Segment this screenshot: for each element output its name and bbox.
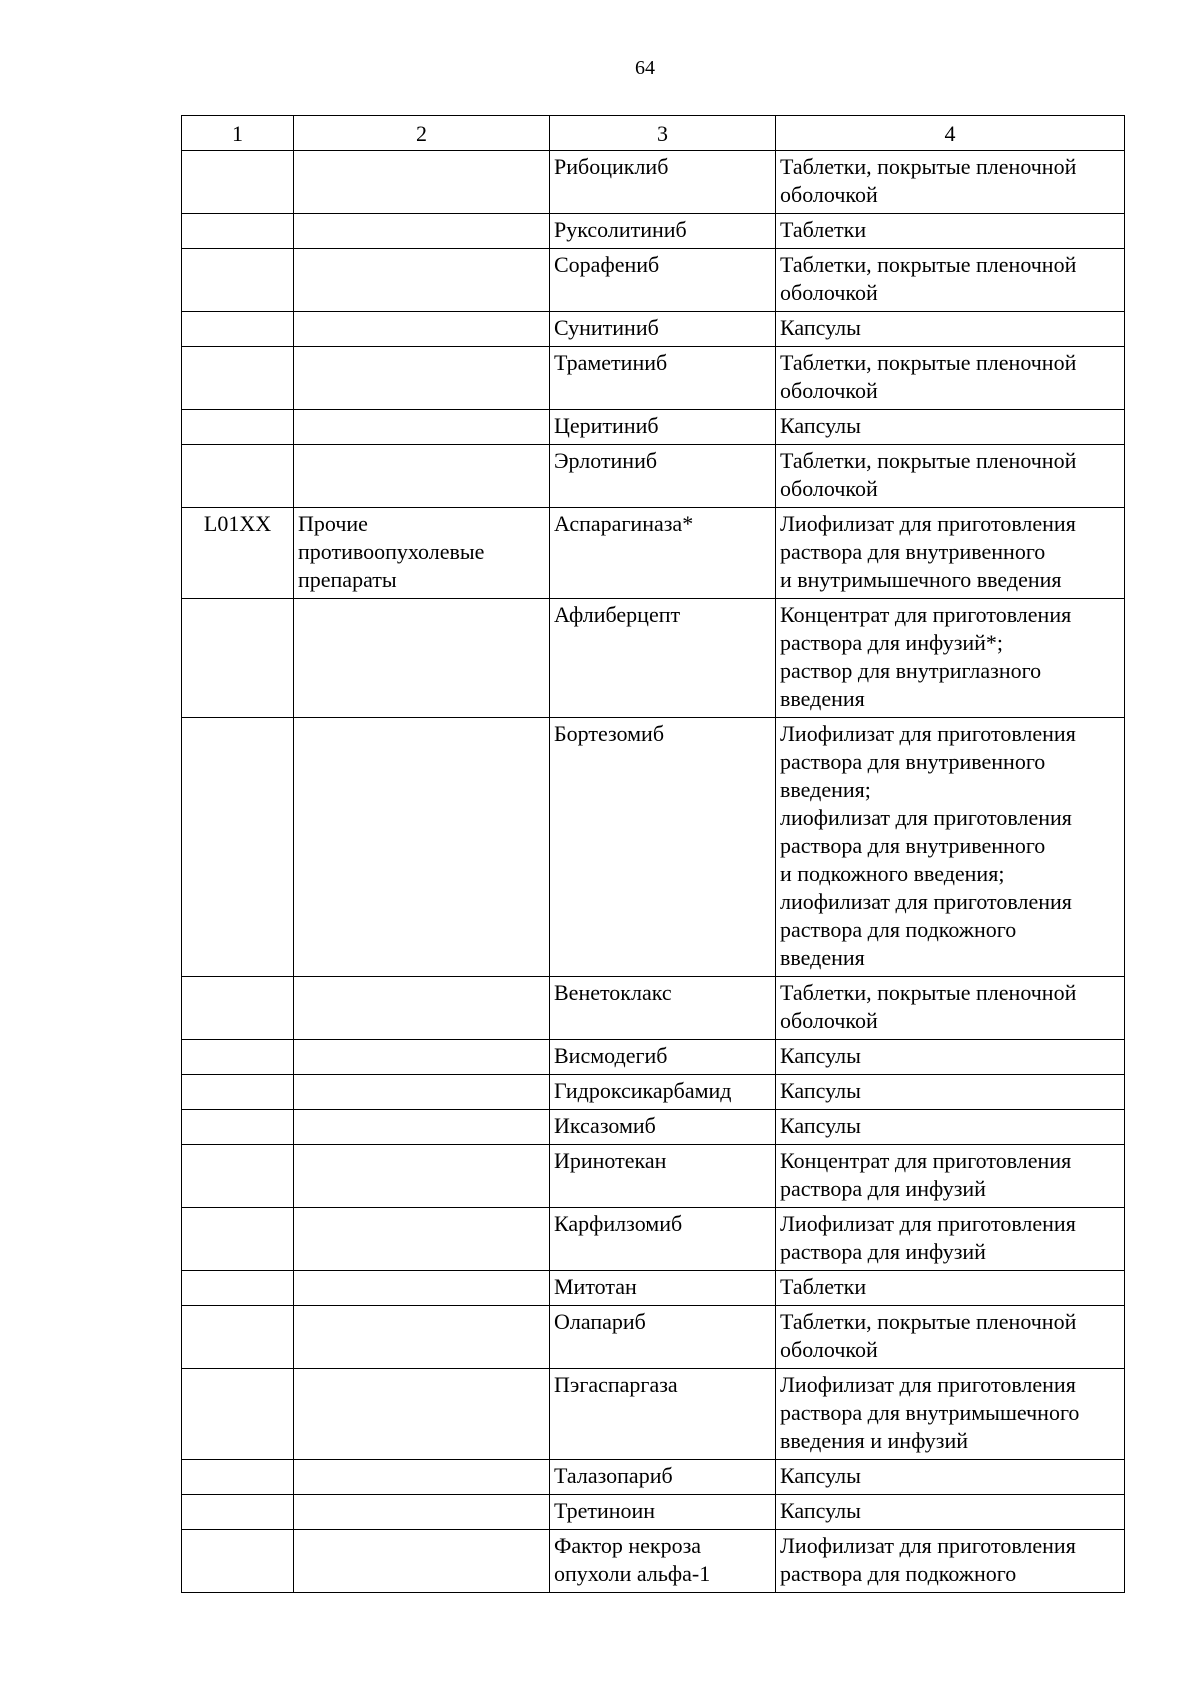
dosage-form-line: раствора для внутримышечного	[780, 1400, 1080, 1425]
group-name-line: Прочие	[298, 511, 368, 536]
group-name-cell	[294, 1145, 550, 1208]
dosage-form-line: Капсулы	[780, 1113, 861, 1138]
group-name-cell	[294, 214, 550, 249]
dosage-form-cell	[776, 1369, 1125, 1460]
dosage-form-cell	[776, 599, 1125, 718]
dosage-form-line: Таблетки, покрытые пленочной	[780, 154, 1077, 179]
dosage-form-line: оболочкой	[780, 182, 878, 207]
drug-name-line: опухоли альфа-1	[554, 1561, 711, 1586]
drug-name-cell: Пэгаспаргаза	[550, 1369, 776, 1460]
drug-name-cell: Аспарагиназа*	[550, 508, 776, 599]
dosage-form-line: Капсулы	[780, 1043, 861, 1068]
atc-code-cell	[182, 214, 294, 249]
drug-name-cell: Руксолитиниб	[550, 214, 776, 249]
column-header-4: 4	[776, 116, 1125, 151]
dosage-form-line: Таблетки, покрытые пленочной	[780, 252, 1077, 277]
dosage-form-line: Капсулы	[780, 413, 861, 438]
atc-code-cell	[182, 1040, 294, 1075]
drug-name-cell: Венетоклакс	[550, 977, 776, 1040]
dosage-form-cell	[776, 1145, 1125, 1208]
group-name-cell	[294, 1530, 550, 1593]
group-name-cell	[294, 1075, 550, 1110]
drug-name-cell: Иксазомиб	[550, 1110, 776, 1145]
dosage-form-cell	[776, 1306, 1125, 1369]
dosage-form-line: лиофилизат для приготовления	[780, 805, 1072, 830]
drug-name-cell: Иринотекан	[550, 1145, 776, 1208]
column-header-2: 2	[294, 116, 550, 151]
atc-code-cell	[182, 312, 294, 347]
drug-name-cell	[550, 1530, 776, 1593]
table-row	[182, 1110, 1125, 1145]
dosage-form-line: раствора для внутривенного	[780, 833, 1046, 858]
dosage-form-cell	[776, 1530, 1125, 1593]
group-name-cell	[294, 312, 550, 347]
atc-code-cell	[182, 1369, 294, 1460]
table-row	[182, 1460, 1125, 1495]
dosage-form-line: и подкожного введения;	[780, 861, 1005, 886]
dosage-form-line: раствора для инфузий*;	[780, 630, 1004, 655]
table-row	[182, 1495, 1125, 1530]
drug-name-line: Фактор некроза	[554, 1533, 702, 1558]
dosage-form-line: Концентрат для приготовления	[780, 1148, 1072, 1173]
drug-name-cell: Бортезомиб	[550, 718, 776, 977]
drug-name-cell: Церитиниб	[550, 410, 776, 445]
dosage-form-cell	[776, 718, 1125, 977]
dosage-form-line: раствора для инфузий	[780, 1239, 986, 1264]
dosage-form-line: Таблетки	[780, 217, 867, 242]
group-name-cell	[294, 1208, 550, 1271]
atc-code-cell: L01XX	[182, 508, 294, 599]
dosage-form-line: оболочкой	[780, 1008, 878, 1033]
group-name-cell	[294, 718, 550, 977]
atc-code-cell	[182, 1495, 294, 1530]
table-body	[182, 151, 1125, 1593]
group-name-cell	[294, 347, 550, 410]
drug-name-cell: Рибоциклиб	[550, 151, 776, 214]
dosage-form-line: Таблетки, покрытые пленочной	[780, 448, 1077, 473]
table-row	[182, 508, 1125, 599]
dosage-form-cell	[776, 1110, 1125, 1145]
drug-name-cell: Третиноин	[550, 1495, 776, 1530]
dosage-form-line: Капсулы	[780, 315, 861, 340]
dosage-form-cell	[776, 977, 1125, 1040]
drug-table	[181, 115, 1125, 1593]
drug-name-cell: Висмодегиб	[550, 1040, 776, 1075]
atc-code-cell	[182, 1208, 294, 1271]
table-row	[182, 445, 1125, 508]
drug-name-cell: Гидроксикарбамид	[550, 1075, 776, 1110]
dosage-form-cell	[776, 312, 1125, 347]
table-row	[182, 347, 1125, 410]
atc-code-cell	[182, 1460, 294, 1495]
group-name-line: противоопухолевые	[298, 539, 485, 564]
dosage-form-cell	[776, 1460, 1125, 1495]
group-name-cell	[294, 1110, 550, 1145]
dosage-form-line: и внутримышечного введения	[780, 567, 1062, 592]
dosage-form-line: оболочкой	[780, 476, 878, 501]
dosage-form-cell	[776, 1075, 1125, 1110]
dosage-form-line: оболочкой	[780, 1337, 878, 1362]
dosage-form-cell	[776, 249, 1125, 312]
table-row	[182, 1306, 1125, 1369]
group-name-cell	[294, 1040, 550, 1075]
group-name-cell	[294, 599, 550, 718]
group-name-line: препараты	[298, 567, 397, 592]
dosage-form-line: Концентрат для приготовления	[780, 602, 1072, 627]
table-row	[182, 977, 1125, 1040]
table-row	[182, 718, 1125, 977]
table-row	[182, 214, 1125, 249]
table-row	[182, 1369, 1125, 1460]
group-name-cell	[294, 1369, 550, 1460]
group-name-cell	[294, 249, 550, 312]
column-header-3: 3	[550, 116, 776, 151]
drug-name-cell: Талазопариб	[550, 1460, 776, 1495]
atc-code-cell	[182, 1306, 294, 1369]
group-name-cell	[294, 445, 550, 508]
atc-code-cell	[182, 1110, 294, 1145]
dosage-form-cell	[776, 445, 1125, 508]
table-row	[182, 1040, 1125, 1075]
group-name-cell	[294, 410, 550, 445]
atc-code-cell	[182, 599, 294, 718]
atc-code-cell	[182, 1530, 294, 1593]
dosage-form-line: Лиофилизат для приготовления	[780, 1211, 1076, 1236]
table-row	[182, 1075, 1125, 1110]
dosage-form-cell	[776, 1208, 1125, 1271]
drug-name-cell: Карфилзомиб	[550, 1208, 776, 1271]
atc-code-cell	[182, 249, 294, 312]
group-name-cell	[294, 1460, 550, 1495]
dosage-form-line: Капсулы	[780, 1498, 861, 1523]
dosage-form-cell	[776, 214, 1125, 249]
drug-name-cell: Сунитиниб	[550, 312, 776, 347]
group-name-cell	[294, 1495, 550, 1530]
dosage-form-line: Капсулы	[780, 1078, 861, 1103]
dosage-form-line: введения	[780, 945, 865, 970]
dosage-form-line: раствора для инфузий	[780, 1176, 986, 1201]
table-row	[182, 151, 1125, 214]
drug-name-cell: Траметиниб	[550, 347, 776, 410]
dosage-form-line: Лиофилизат для приготовления	[780, 1533, 1076, 1558]
drug-name-cell: Сорафениб	[550, 249, 776, 312]
dosage-form-cell	[776, 410, 1125, 445]
dosage-form-line: введения и инфузий	[780, 1428, 969, 1453]
dosage-form-line: Таблетки, покрытые пленочной	[780, 350, 1077, 375]
dosage-form-line: Капсулы	[780, 1463, 861, 1488]
group-name-cell	[294, 1271, 550, 1306]
atc-code-cell	[182, 1145, 294, 1208]
dosage-form-line: введения	[780, 686, 865, 711]
atc-code-cell	[182, 445, 294, 508]
dosage-form-line: Лиофилизат для приготовления	[780, 511, 1076, 536]
drug-name-cell: Митотан	[550, 1271, 776, 1306]
drug-name-cell: Афлиберцепт	[550, 599, 776, 718]
atc-code-cell	[182, 347, 294, 410]
dosage-form-line: оболочкой	[780, 280, 878, 305]
atc-code-cell	[182, 977, 294, 1040]
dosage-form-line: Таблетки, покрытые пленочной	[780, 980, 1077, 1005]
dosage-form-line: раствора для внутривенного	[780, 749, 1046, 774]
dosage-form-cell	[776, 347, 1125, 410]
dosage-form-line: Таблетки	[780, 1274, 867, 1299]
table-row	[182, 249, 1125, 312]
table-header-row	[182, 116, 1125, 151]
group-name-cell	[294, 977, 550, 1040]
dosage-form-line: Лиофилизат для приготовления	[780, 1372, 1076, 1397]
drug-name-cell: Олапариб	[550, 1306, 776, 1369]
dosage-form-cell	[776, 151, 1125, 214]
drug-name-cell: Эрлотиниб	[550, 445, 776, 508]
dosage-form-line: Лиофилизат для приготовления	[780, 721, 1076, 746]
table-row	[182, 599, 1125, 718]
dosage-form-line: лиофилизат для приготовления	[780, 889, 1072, 914]
group-name-cell	[294, 508, 550, 599]
dosage-form-line: оболочкой	[780, 378, 878, 403]
group-name-cell	[294, 151, 550, 214]
group-name-cell	[294, 1306, 550, 1369]
dosage-form-line: введения;	[780, 777, 871, 802]
atc-code-cell	[182, 718, 294, 977]
dosage-form-cell	[776, 1495, 1125, 1530]
table-row	[182, 410, 1125, 445]
atc-code-cell	[182, 410, 294, 445]
dosage-form-line: раствора для внутривенного	[780, 539, 1046, 564]
atc-code-cell	[182, 151, 294, 214]
dosage-form-cell	[776, 508, 1125, 599]
column-header-1: 1	[182, 116, 294, 151]
table-row	[182, 312, 1125, 347]
table-row	[182, 1208, 1125, 1271]
dosage-form-line: раствор для внутриглазного	[780, 658, 1042, 683]
dosage-form-cell	[776, 1271, 1125, 1306]
atc-code-cell	[182, 1271, 294, 1306]
page-number: 64	[635, 57, 655, 79]
dosage-form-line: раствора для подкожного	[780, 917, 1017, 942]
table-row	[182, 1145, 1125, 1208]
dosage-form-cell	[776, 1040, 1125, 1075]
table-row	[182, 1530, 1125, 1593]
atc-code-cell	[182, 1075, 294, 1110]
dosage-form-line: Таблетки, покрытые пленочной	[780, 1309, 1077, 1334]
table-row	[182, 1271, 1125, 1306]
dosage-form-line: раствора для подкожного	[780, 1561, 1017, 1586]
